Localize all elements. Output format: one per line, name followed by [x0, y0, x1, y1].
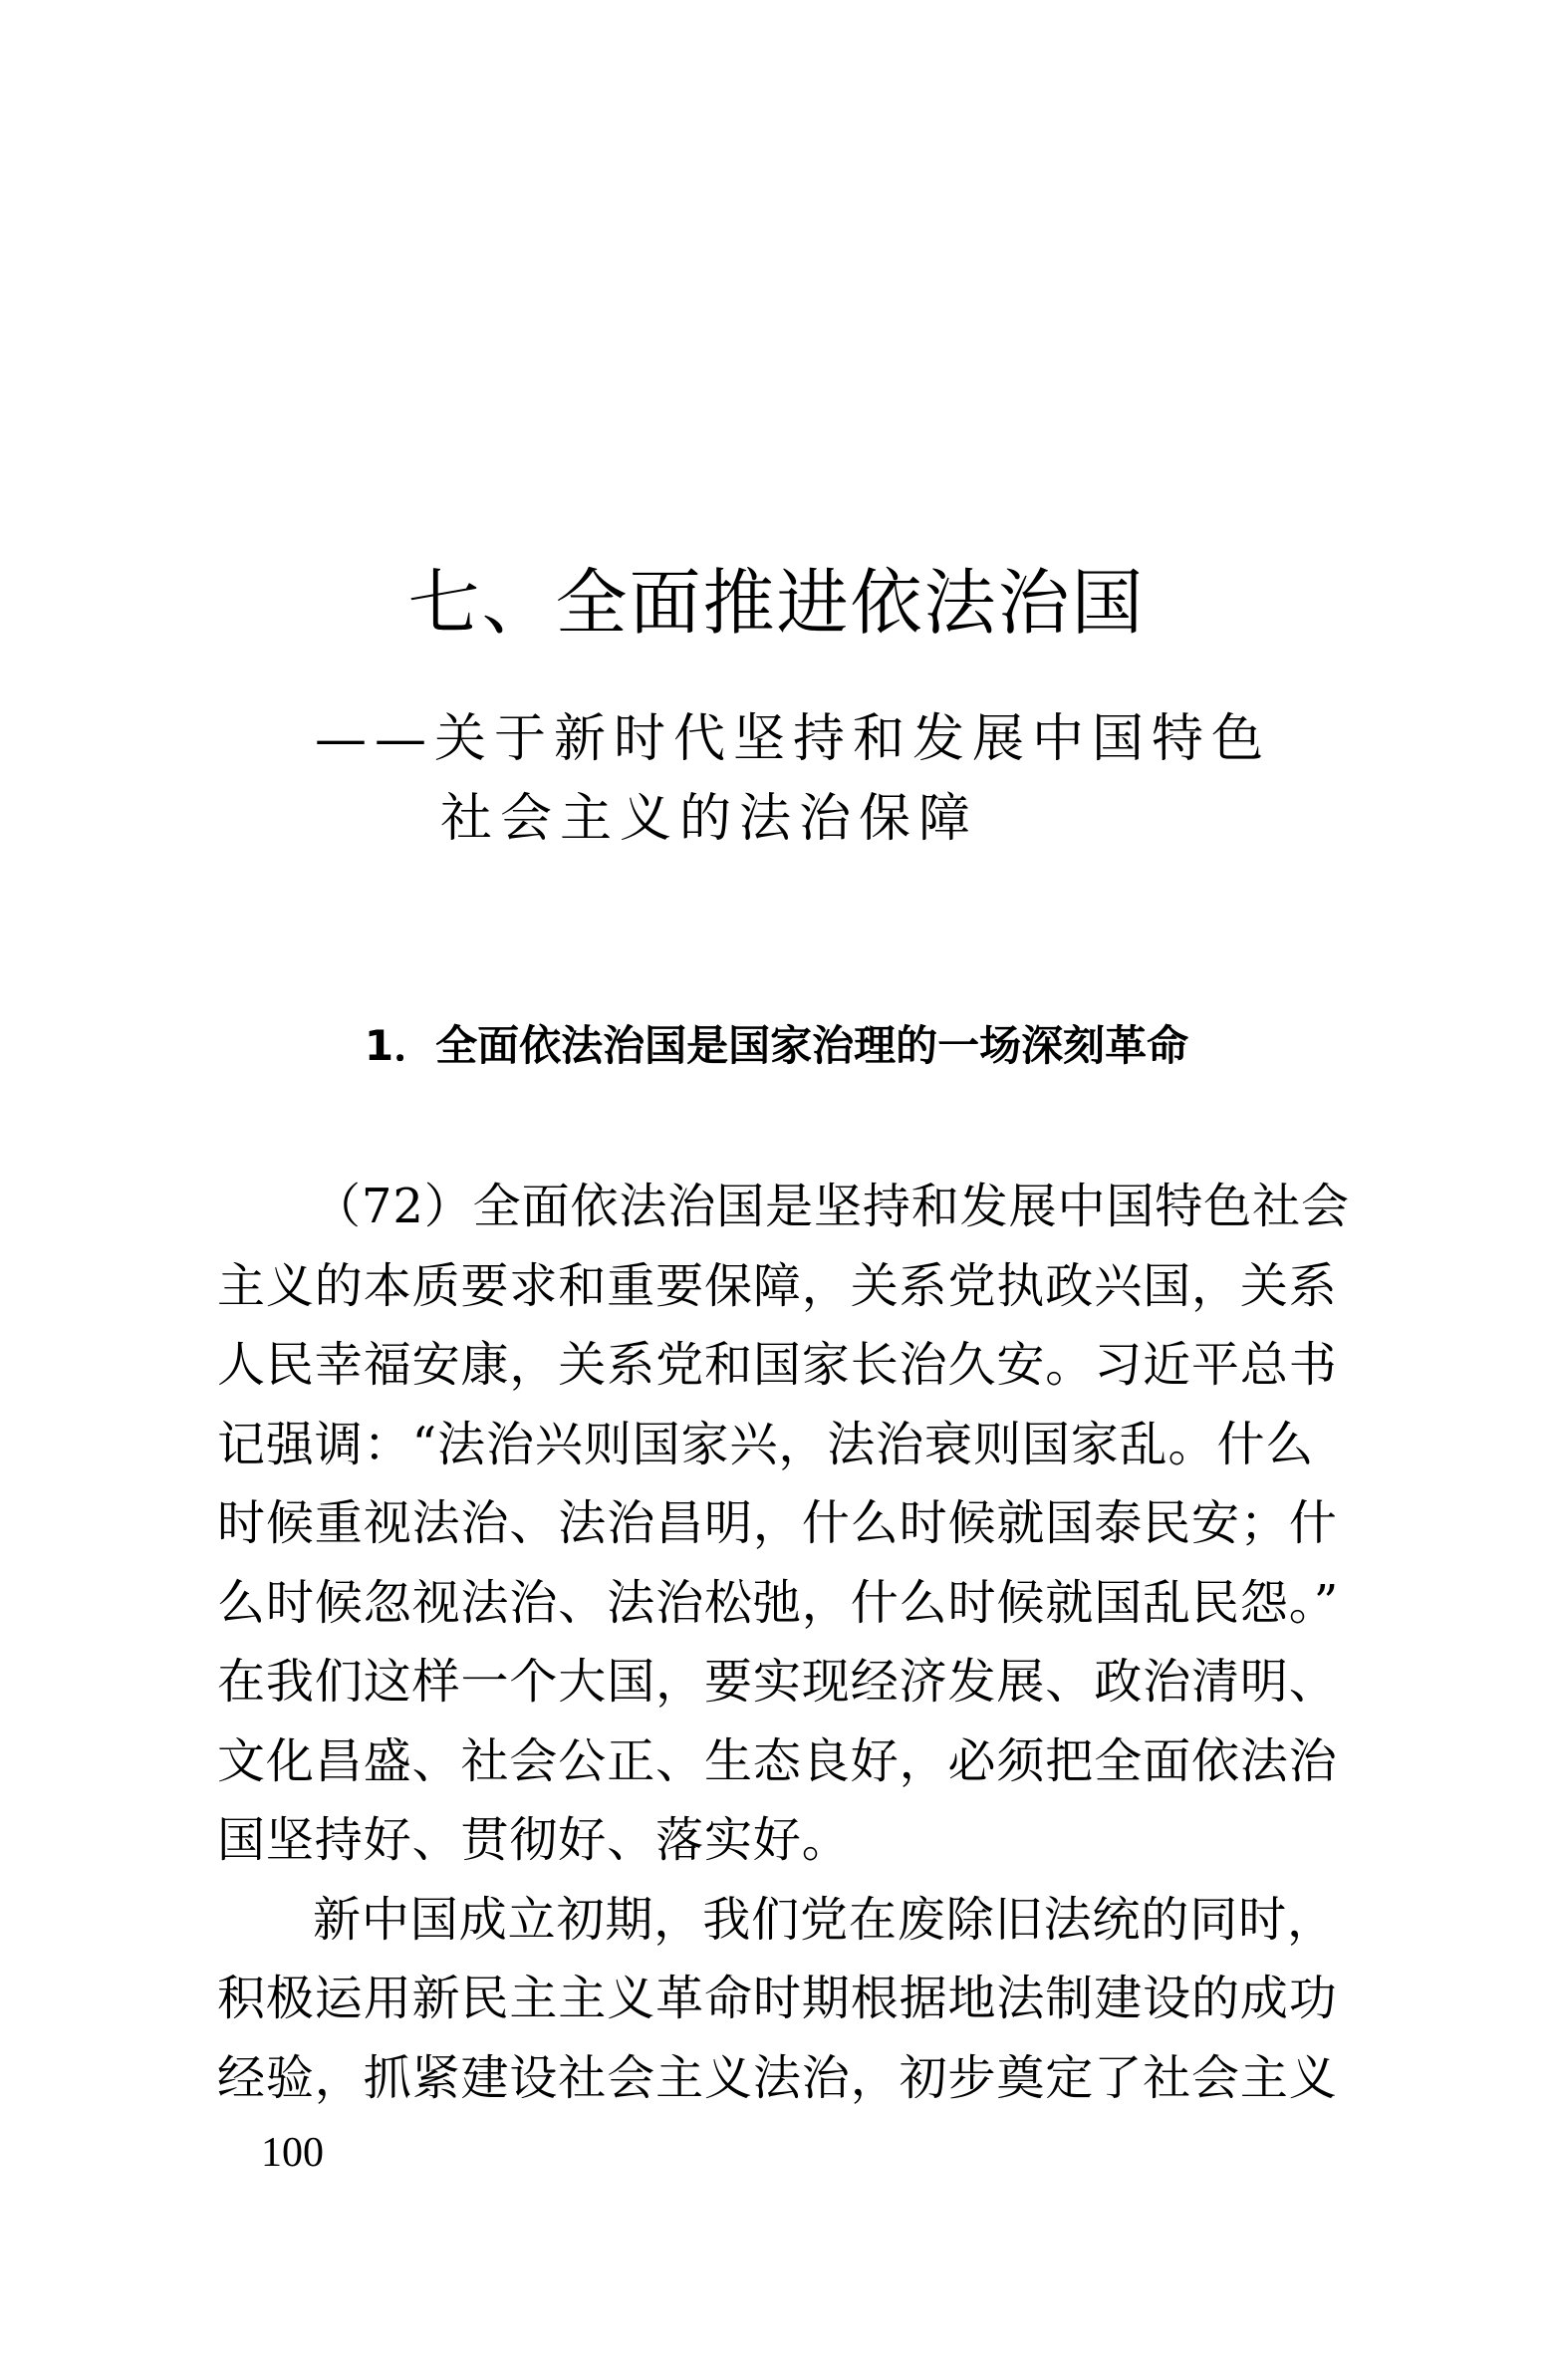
- body-text: [217, 1168, 1353, 2118]
- text-line: 国坚持好、贯彻好、落实好。: [217, 1812, 851, 1868]
- paragraph: [217, 1881, 1353, 2119]
- text-line: 么时候忽视法治、法治松弛，什么时候就国乱民怨。”: [217, 1574, 1340, 1631]
- subtitle-line: ——关于新时代坚持和发展中国特色: [315, 709, 1272, 769]
- chapter-subtitle: [315, 699, 1291, 859]
- text-line: （72）全面依法治国是坚持和发展中国特色社会: [313, 1179, 1350, 1234]
- chapter-title: 七、全面推进依法治国: [407, 561, 1146, 645]
- section-heading: 1．全面依法治国是国家治理的一场深刻革命: [364, 1021, 1189, 1070]
- text-line: 主义的本质要求和重要保障，关系党执政兴国，关系: [217, 1257, 1338, 1314]
- text-line: 积极运用新民主主义革命时期根据地法制建设的成功: [217, 1971, 1338, 2026]
- text-line: 经验，抓紧建设社会主义法治，初步奠定了社会主义: [217, 2049, 1338, 2106]
- subtitle-line: 社会主义的法治保障: [440, 789, 979, 849]
- text-line: 在我们这样一个大国，要实现经济发展、政治清明、: [217, 1654, 1338, 1710]
- page-number: 100: [261, 2130, 324, 2176]
- text-line: 人民幸福安康，关系党和国家长治久安。习近平总书: [217, 1337, 1338, 1393]
- text-line: 新中国成立初期，我们党在废除旧法统的同时，: [313, 1891, 1336, 1948]
- text-line: 时候重视法治、法治昌明，什么时候就国泰民安；什: [217, 1495, 1338, 1551]
- text-line: 文化昌盛、社会公正、生态良好，必须把全面依法治: [217, 1732, 1338, 1789]
- paragraph: [217, 1168, 1353, 1881]
- text-line: 记强调：“法治兴则国家兴，法治衰则国家乱。什么: [217, 1416, 1315, 1472]
